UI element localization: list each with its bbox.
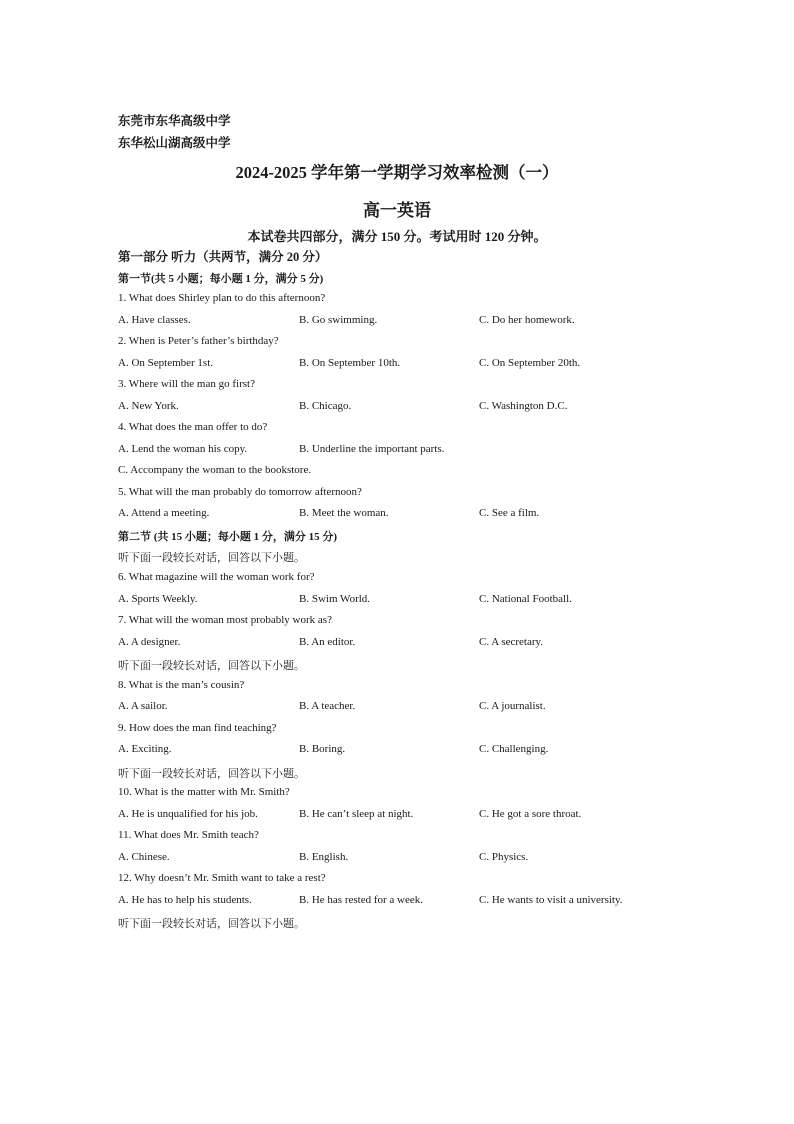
question-3: 3. Where will the man go first? [118,378,255,390]
question-10: 10. What is the matter with Mr. Smith? [118,786,290,798]
school-name-1: 东莞市东华高级中学 [118,114,231,128]
q1-option-b: B. Go swimming. [299,314,378,326]
q12-option-a: A. He has to help his students. [118,894,252,906]
exam-title: 2024-2025 学年第一学期学习效率检测（一） [235,163,559,182]
school-name-2: 东华松山湖高级中学 [118,136,231,150]
q11-option-b: B. English. [299,851,349,863]
question-7: 7. What will the woman most probably work as? [118,614,332,626]
q10-option-c: C. He got a sore throat. [479,808,582,820]
q9-option-c: C. Challenging. [479,743,549,755]
listening-instruction: 听下面一段较长对话，回答以下小题。 [118,917,305,930]
q6-option-b: B. Swim World. [299,593,371,605]
q11-option-a: A. Chinese. [118,851,170,863]
question-8: 8. What is the man’s cousin? [118,679,245,691]
q12-option-c: C. He wants to visit a university. [479,894,623,906]
q4-option-a: A. Lend the woman his copy. [118,443,248,455]
q2-option-c: C. On September 20th. [479,357,581,369]
q2-option-a: A. On September 1st. [118,357,214,369]
q3-option-b: B. Chicago. [299,400,352,412]
q6-option-c: C. National Football. [479,593,572,605]
question-1: 1. What does Shirley plan to do this afternoon? [118,292,326,304]
question-12: 12. Why doesn’t Mr. Smith want to take a rest? [118,872,326,884]
q8-option-a: A. A sailor. [118,700,168,712]
listening-instruction: 听下面一段较长对话，回答以下小题。 [118,659,305,672]
q10-option-b: B. He can’t sleep at night. [299,808,414,820]
q6-option-a: A. Sports Weekly. [118,593,198,605]
q12-option-b: B. He has rested for a week. [299,894,424,906]
q4-option-b: B. Underline the important parts. [299,443,445,455]
listening-instruction: 听下面一段较长对话，回答以下小题。 [118,767,305,780]
q4-option-c: C. Accompany the woman to the bookstore. [118,464,312,476]
exam-info: 本试卷共四部分，满分 150 分。考试用时 120 分钟。 [247,229,547,244]
q8-option-c: C. A journalist. [479,700,546,712]
q9-option-b: B. Boring. [299,743,346,755]
question-9: 9. How does the man find teaching? [118,722,277,734]
q3-option-a: A. New York. [118,400,179,412]
subject-title: 高一英语 [363,201,431,220]
q1-option-c: C. Do her homework. [479,314,575,326]
section2-heading: 第二节 (共 15 小题；每小题 1 分，满分 15 分) [118,531,338,543]
q5-option-c: C. See a film. [479,507,540,519]
q7-option-c: C. A secretary. [479,636,544,648]
q11-option-c: C. Physics. [479,851,529,863]
q9-option-a: A. Exciting. [118,743,172,755]
q10-option-a: A. He is unqualified for his job. [118,808,258,820]
q7-option-a: A. A designer. [118,636,181,648]
q5-option-b: B. Meet the woman. [299,507,389,519]
q5-option-a: A. Attend a meeting. [118,507,210,519]
part1-title: 第一部分 听力（共两节，满分 20 分） [118,250,328,264]
q8-option-b: B. A teacher. [299,700,356,712]
q1-option-a: A. Have classes. [118,314,191,326]
q2-option-b: B. On September 10th. [299,357,401,369]
question-6: 6. What magazine will the woman work for? [118,571,315,583]
question-5: 5. What will the man probably do tomorrow afternoon? [118,486,362,498]
question-11: 11. What does Mr. Smith teach? [118,829,259,841]
question-2: 2. When is Peter’s father’s birthday? [118,335,279,347]
section1-heading: 第一节(共 5 小题；每小题 1 分，满分 5 分) [118,273,324,285]
q3-option-c: C. Washington D.C. [479,400,568,412]
listening-instruction: 听下面一段较长对话，回答以下小题。 [118,551,305,564]
q7-option-b: B. An editor. [299,636,356,648]
question-4: 4. What does the man offer to do? [118,421,268,433]
